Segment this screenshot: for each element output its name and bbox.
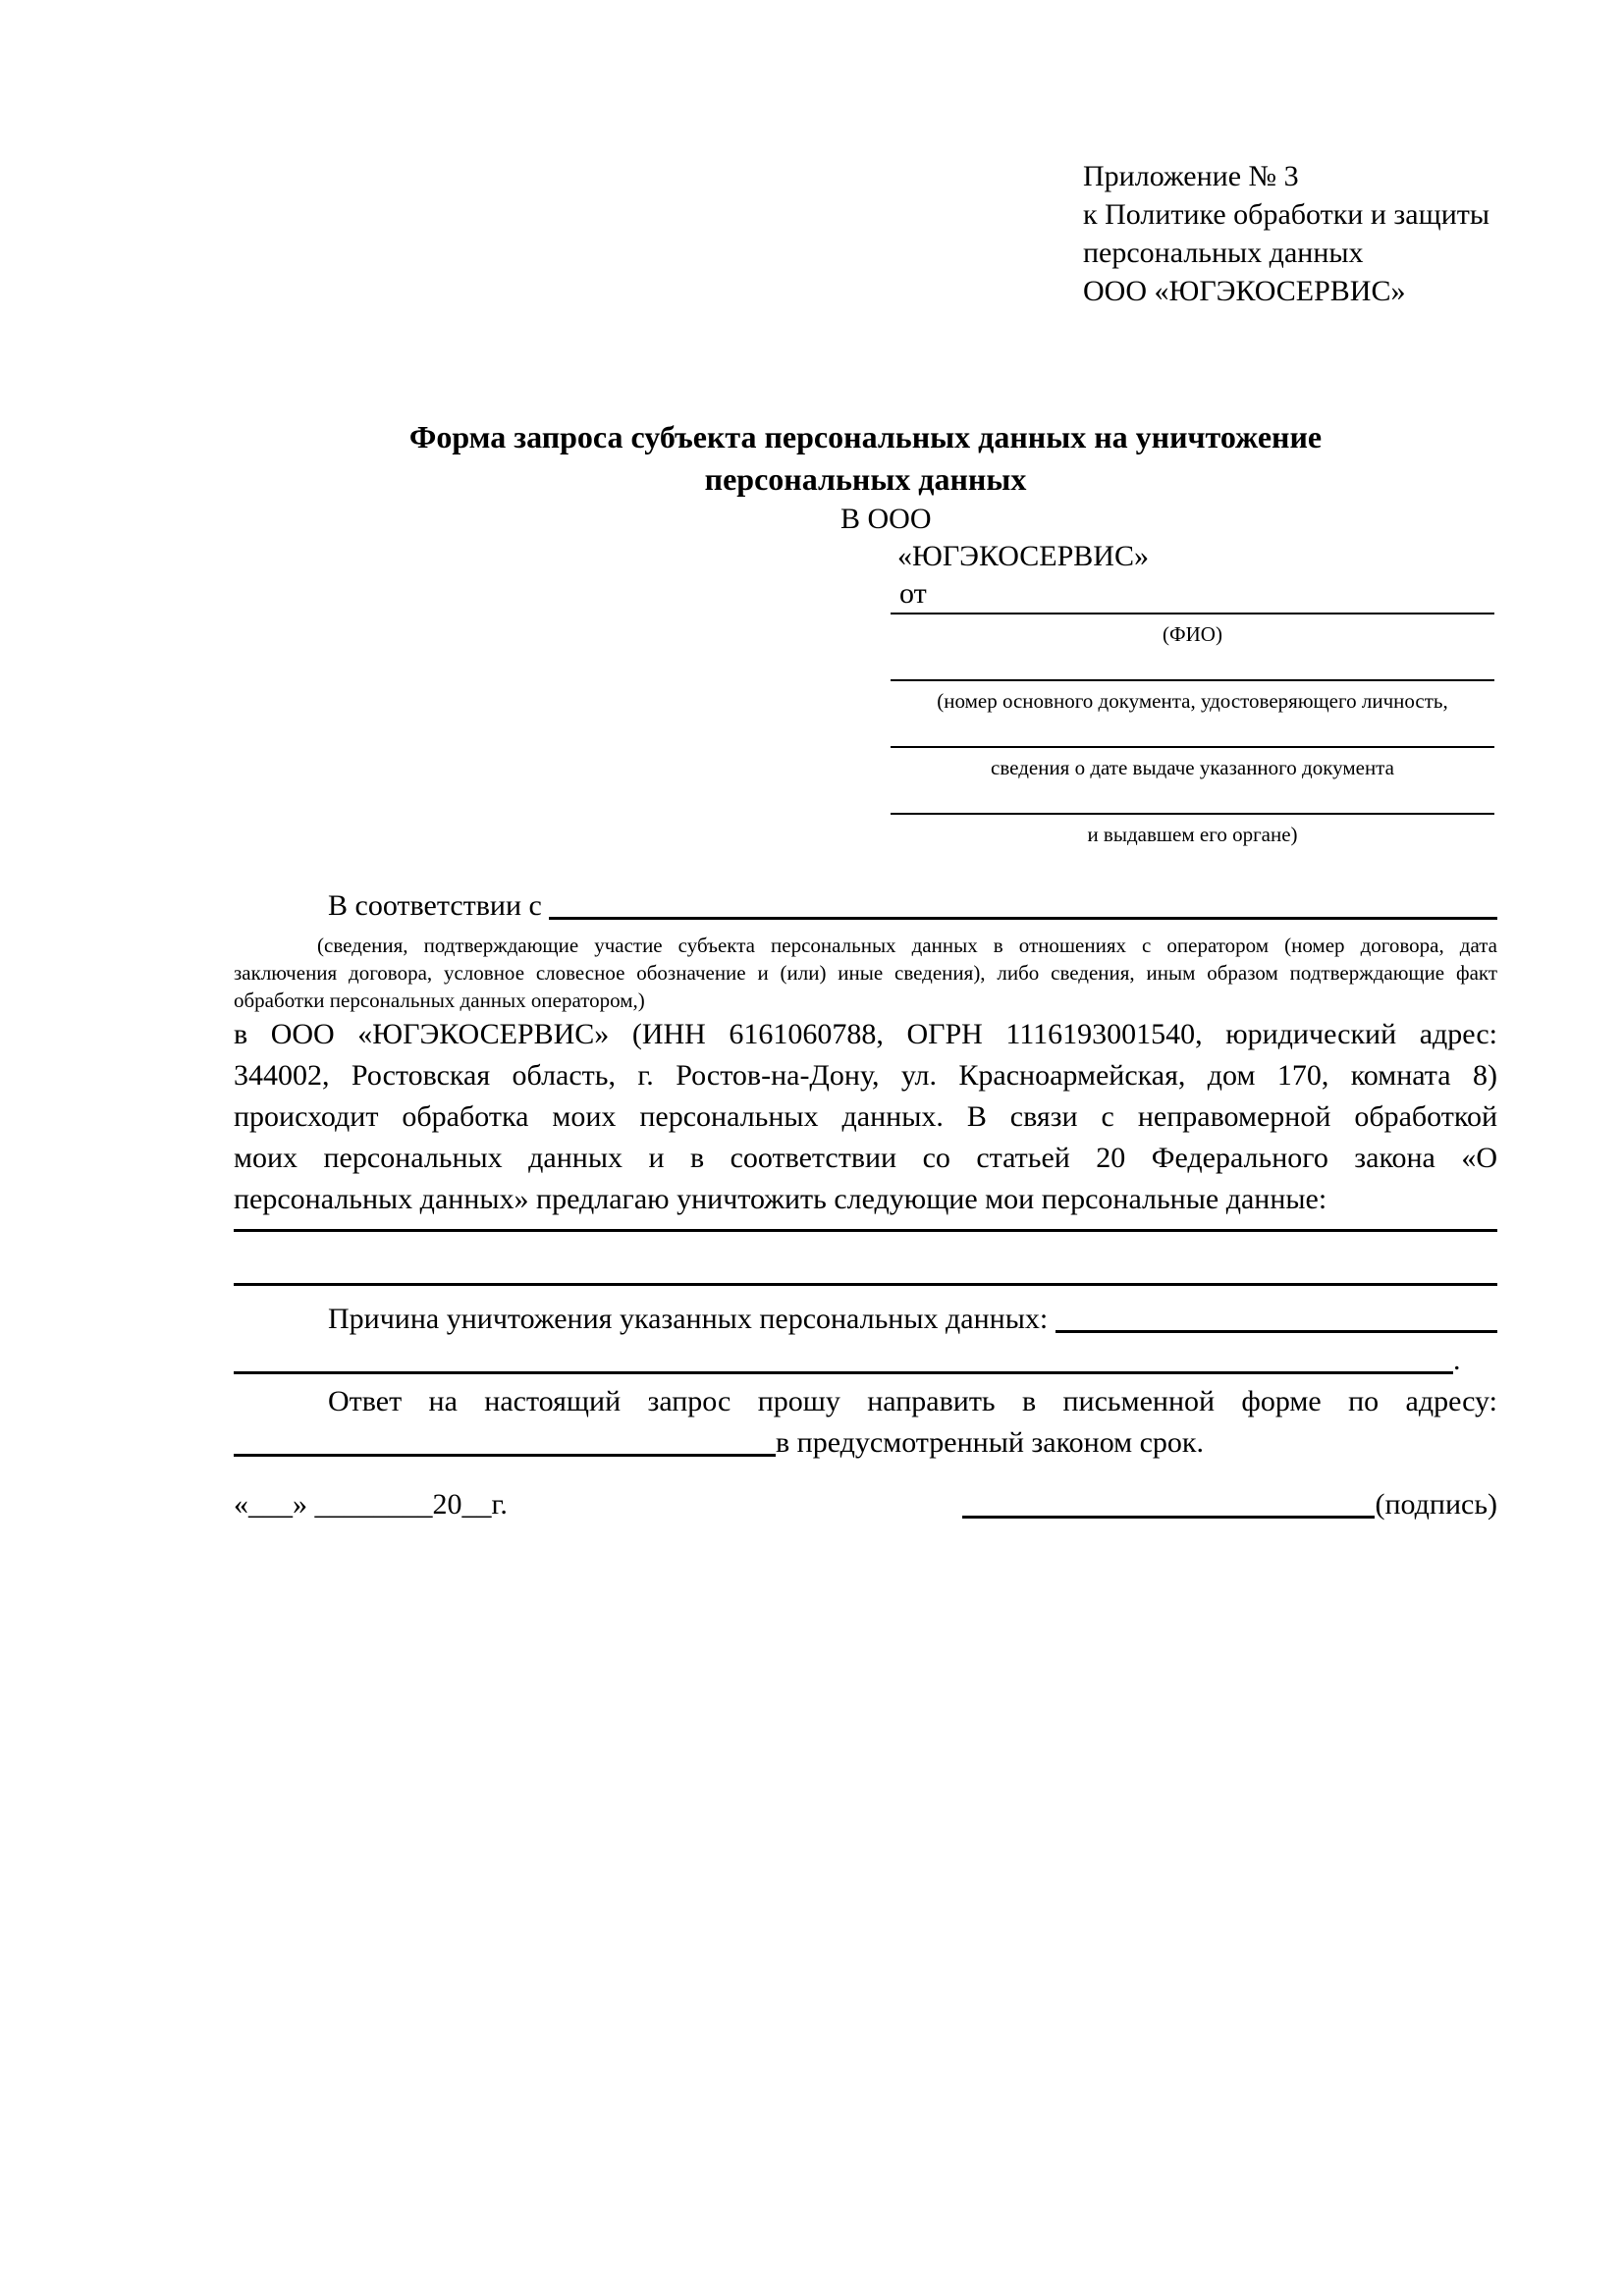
main-paragraph-line-4: моих персональных данных и в соответствии со статьей 20 Федерального закона «О (234, 1142, 1497, 1174)
reason-continuation-blank-line (234, 1340, 1453, 1374)
appendix-block (1083, 157, 1497, 310)
reason-blank-line (1056, 1299, 1497, 1333)
main-paragraph-line-1: в ООО «ЮГЭКОСЕРВИС» (ИНН 6161060788, ОГРН 1116193001540, юридический адрес: (234, 1018, 1497, 1050)
reason-lead: Причина уничтожения указанных персональных данных: (328, 1303, 1049, 1335)
accordance-note-line-1: (сведения, подтверждающие участие субъекта персональных данных в отношениях с оператором (номер договора, дата (317, 934, 1497, 957)
issue-date-blank-field (891, 746, 1494, 813)
accordance-line (234, 885, 1497, 927)
response-request-line-2-tail: в предусмотренный законом срок. (776, 1426, 1204, 1459)
document-title-line-1: Форма запроса субъекта персональных данных на уничтожение (408, 419, 1323, 454)
signature-caption: (подпись) (1375, 1488, 1497, 1521)
identity-document-caption: (номер основного документа, удостоверяющего личность, (937, 689, 1448, 713)
main-paragraph-line-3: происходит обработка моих персональных данных. В связи с неправомерной обработкой (234, 1100, 1497, 1133)
response-request-line-1: Ответ на настоящий запрос прошу направить в письменной форме по адресу: (328, 1385, 1497, 1417)
signature-blank-line (962, 1484, 1375, 1519)
identity-document-blank-field (891, 679, 1494, 746)
response-address-blank-line (234, 1422, 776, 1457)
accordance-blank-line (549, 885, 1497, 920)
response-request-line-2 (234, 1422, 1497, 1464)
main-paragraph-line-5: персональных данных» предлагаю уничтожить следующие мои персональные данные: (234, 1183, 1327, 1215)
data-to-destroy-blank-line-1 (234, 1229, 1497, 1232)
accordance-note-line-2: заключения договора, условное словесное обозначение и (или) иные сведения), либо сведения, иным образом подтверждающие факт (234, 961, 1497, 985)
signoff-spacer (508, 1484, 963, 1525)
date-blank: «___» ________20__г. (234, 1488, 508, 1521)
addressee-to: В ООО (840, 503, 932, 535)
appendix-line-4: ООО «ЮГЭКОСЕРВИС» (1083, 275, 1406, 307)
issuer-caption: и выдавшем его органе) (1087, 823, 1298, 846)
appendix-line-3: персональных данных (1083, 237, 1364, 269)
addressee-block (234, 501, 1497, 613)
signoff-row (234, 1484, 1497, 1525)
main-paragraph-line-2: 344002, Ростовская область, г. Ростов-на-Дону, ул. Красноармейская, дом 170, комната 8) (234, 1059, 1497, 1092)
fio-caption: (ФИО) (1163, 622, 1222, 646)
accordance-note (234, 932, 1497, 1014)
addressee-org: «ЮГЭКОСЕРВИС» (897, 540, 1149, 572)
reason-period: . (1453, 1344, 1461, 1376)
reason-continuation-line (234, 1340, 1497, 1381)
accordance-space (542, 885, 550, 927)
applicant-fields (891, 613, 1494, 880)
document-title (234, 416, 1497, 501)
document-title-line-2: персональных данных (704, 461, 1027, 497)
reason-space (1048, 1299, 1056, 1340)
reason-line (234, 1299, 1497, 1340)
main-paragraph (234, 1014, 1497, 1220)
issue-date-caption: сведения о дате выдаче указанного документа (991, 756, 1394, 779)
appendix-line-1: Приложение № 3 (1083, 160, 1299, 192)
fio-blank-field (891, 613, 1494, 679)
appendix-line-2: к Политике обработки и защиты (1083, 198, 1490, 231)
addressee-from: от (899, 577, 927, 610)
accordance-lead: В соответствии с (328, 889, 542, 922)
data-to-destroy-blank-line-2 (234, 1283, 1497, 1286)
accordance-note-line-3: обработки персональных данных оператором,) (234, 988, 645, 1012)
issuer-blank-field (891, 813, 1494, 880)
